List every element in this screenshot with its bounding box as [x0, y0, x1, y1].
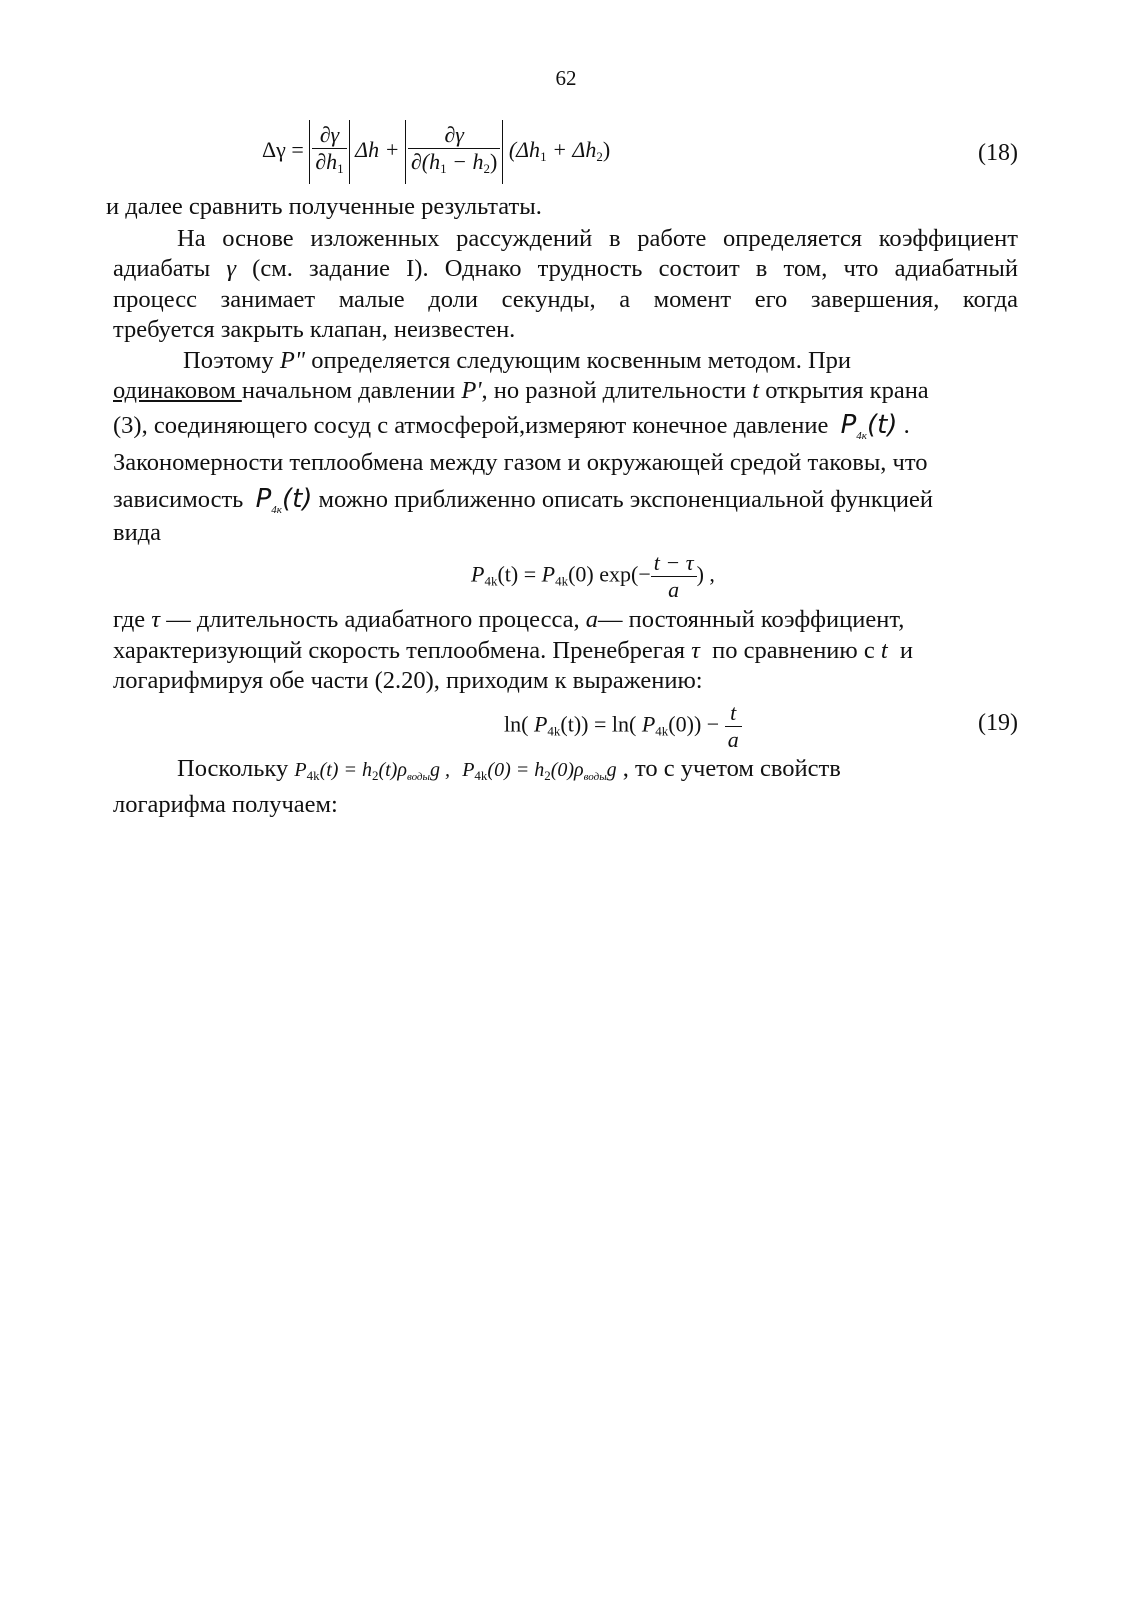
eq18-dh: Δh +	[355, 137, 400, 163]
tau-symbol-1: τ	[151, 606, 161, 633]
exp-num: t − τ	[653, 550, 694, 575]
text-line-7c: открытия крана	[765, 377, 929, 404]
inline-eq-b-p: P	[462, 759, 475, 781]
text-line-15b: , то с учетом свойств	[622, 755, 841, 782]
inline-eq-a-sub: 4k	[306, 768, 320, 783]
text-line-8b: .	[903, 412, 910, 439]
eq19-sub2: 4k	[655, 723, 669, 739]
inline-eq-a-g: g ,	[429, 759, 450, 781]
tau-symbol-2: τ	[691, 637, 700, 664]
eq19-den: a	[727, 727, 739, 752]
text-line-3	[113, 254, 1018, 284]
text-line-8	[113, 410, 1018, 451]
exp-rhs-body: (0) exp(−	[568, 561, 651, 587]
eq19-fraction	[725, 700, 742, 753]
text-line-3a: адиабаты	[113, 255, 211, 282]
eq18-abs-1	[309, 120, 349, 184]
eq19-p2: P	[641, 711, 656, 737]
text-line-10a: зависимость	[113, 486, 244, 513]
eq18-den-2a: ∂(h	[410, 149, 441, 174]
eq18-lhs: Δγ =	[262, 137, 304, 163]
eq18-den-2-sub2: 2	[483, 161, 490, 176]
eq18-sub-1: 1	[337, 161, 344, 176]
eq19-mid: (t)) = ln(	[560, 711, 642, 737]
inline-eq-b-sub: 4k	[474, 768, 488, 783]
page-number: 62	[555, 66, 577, 90]
eq18-den-2-close: )	[489, 149, 498, 174]
underlined-word: одинаковом	[113, 377, 242, 404]
gamma-symbol: γ	[226, 255, 237, 282]
text-line-6b: определяется следующим косвенным методом. При	[311, 347, 851, 374]
equation-18	[262, 120, 610, 184]
text-line-11: вида	[113, 519, 162, 546]
inline-eq-a-rho: (t)ρ	[378, 759, 407, 781]
text-line-12c: — постоянный коэффициент,	[598, 606, 905, 633]
t-symbol-2: t	[880, 637, 888, 664]
equation-18-number: (18)	[978, 140, 1018, 166]
text-line-10b: можно приближенно описать экспоненциальной функцией	[318, 486, 933, 513]
inline-eq-b	[462, 759, 616, 781]
inline-eq-a-sub2: 2	[371, 768, 379, 783]
p4k-arg-2: (t)	[281, 484, 313, 514]
eq18-tail-b: + Δh	[546, 137, 597, 163]
text-line-7	[113, 376, 1018, 406]
eq19-num: t	[730, 700, 737, 725]
inline-eq-a-mid: (t) = h	[319, 759, 372, 781]
text-line-12	[113, 605, 1018, 635]
exp-close: ) ,	[696, 561, 715, 587]
text-line-4: процесс занимает малые доли секунды, а момент его завершения, когда	[113, 286, 1018, 313]
inline-eq-a-p: P	[294, 759, 307, 781]
exp-lhs-p: P	[471, 561, 485, 587]
p-double-prime: P"	[279, 347, 306, 374]
eq18-den-1: ∂h	[315, 149, 338, 174]
text-line-6	[183, 346, 1018, 376]
eq18-num-1: ∂γ	[319, 122, 340, 147]
exp-fraction	[651, 550, 697, 603]
p4k-symbol-2: P	[255, 484, 272, 514]
text-line-8a: (3), соединяющего сосуд с атмосферой,измеряют конечное давление	[113, 412, 829, 439]
text-line-5: требуется закрыть клапан, неизвестен.	[113, 316, 516, 343]
eq18-num-2: ∂γ	[444, 122, 464, 147]
p-prime: P'	[461, 377, 482, 404]
inline-eq-a	[294, 759, 450, 781]
p4k-symbol-1: P	[840, 410, 857, 440]
eq18-abs-2	[405, 120, 503, 184]
text-line-7b: , но разной длительности	[481, 377, 747, 404]
inline-eq-b-rho: (0)ρ	[550, 759, 584, 781]
text-line-15	[177, 754, 1018, 792]
p4k-sub-2: 4к	[271, 504, 282, 516]
text-line-16: логарифма получаем:	[113, 791, 338, 818]
eq19-zero: (0)) −	[668, 711, 725, 737]
text-line-6a: Поэтому	[183, 347, 274, 374]
inline-eq-b-rho-sub: воды	[583, 771, 607, 783]
eq18-tail-sub2: 2	[596, 149, 603, 165]
t-symbol: t	[752, 377, 760, 404]
equation-19-number: (19)	[978, 710, 1018, 736]
text-line-2: На основе изложенных рассуждений в работе определяется коэффициент	[177, 225, 1018, 252]
text-line-15a: Поскольку	[177, 755, 289, 782]
eq18-den-2-sub1: 1	[440, 161, 447, 176]
eq18-tail-close: )	[602, 137, 611, 163]
inline-eq-a-rho-sub: воды	[406, 771, 430, 783]
text-line-13c: и	[899, 637, 914, 664]
inline-eq-b-g: g	[606, 759, 617, 781]
text-line-9: Закономерности теплообмена между газом и окружающей средой таковы, что	[113, 449, 928, 476]
text-line-1: и далее сравнить полученные результаты.	[106, 193, 542, 220]
a-symbol: a	[585, 606, 599, 633]
text-line-13a: характеризующий скорость теплообмена. Пренебрегая	[113, 637, 685, 664]
exp-rhs-p: P	[541, 561, 556, 587]
eq18-den-2b: − h	[446, 149, 484, 174]
inline-eq-b-mid: (0) = h	[487, 759, 545, 781]
exp-lhs-sub: 4k	[484, 573, 498, 589]
text-line-12b: — длительность адиабатного процесса,	[166, 606, 580, 633]
text-line-7a: начальном давлении	[241, 377, 456, 404]
exp-lhs-arg: (t) =	[497, 561, 542, 587]
eq19-sub1: 4k	[547, 723, 561, 739]
text-line-13b: по сравнению с	[712, 637, 875, 664]
p4k-sub-1: 4к	[856, 430, 867, 442]
exp-rhs-sub: 4k	[555, 573, 569, 589]
text-line-3b: (см. задание I). Однако трудность состоит в том, что адиабатный	[252, 255, 1018, 282]
text-line-13	[113, 636, 1018, 666]
eq18-tail-sub1: 1	[540, 149, 547, 165]
exp-den: a	[668, 577, 680, 602]
eq19-ln1: ln(	[504, 711, 534, 737]
text-line-14: логарифмируя обе части (2.20), приходим к выражению:	[113, 667, 703, 694]
text-line-12a: где	[113, 606, 146, 633]
eq19-p1: P	[533, 711, 548, 737]
p4k-arg-1: (t)	[866, 410, 898, 440]
inline-eq-b-sub2: 2	[544, 768, 551, 783]
equation-exp	[471, 550, 715, 603]
eq18-tail-a: (Δh	[508, 137, 541, 163]
equation-19	[504, 700, 742, 753]
